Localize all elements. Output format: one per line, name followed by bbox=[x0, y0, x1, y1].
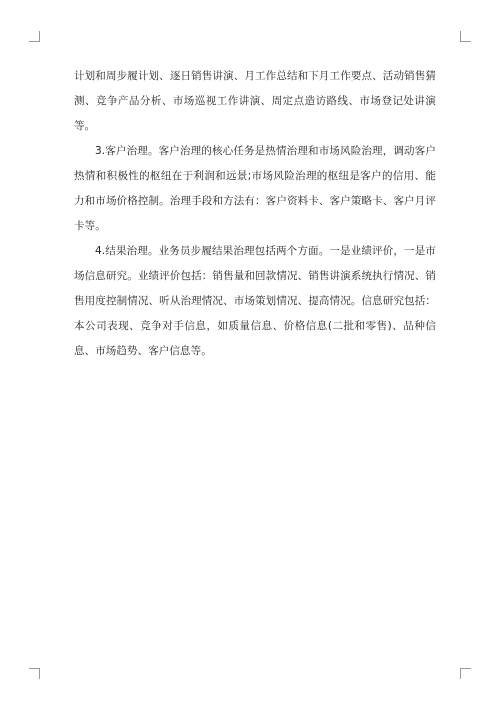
paragraph-continuation: 计划和周步履计划、逐日销售讲演、月工作总结和下月工作要点、活动销售猜测、竞争产品分析、市场巡视工作讲演、周定点造访路线、市场登记处讲演等。 bbox=[74, 70, 436, 132]
crop-mark-top-left bbox=[29, 31, 40, 42]
crop-mark-bottom-left bbox=[29, 668, 40, 679]
paragraph-result-management: 4.结果治理。业务员步履结果治理包括两个方面。一是业绩评价，一是市场信息研究。业绩评价包括：销售量和回款情况、销售讲演系统执行情况、销售用度控制情况、听从治理情况、市场策划情况、提高情况。信息研究包括：本公司表现、竞争对手信息，如质量信息、价格信息(二批和零售)、品种信息、市场趋势、客户信息等。 bbox=[74, 245, 436, 357]
paragraph-customer-management: 3.客户治理。客户治理的核心任务是热情治理和市场风险治理，调动客户热情和积极性的枢纽在于利润和远景;市场风险治理的枢纽是客户的信用、能力和市场价格控制。治理手段和方法有：客户资料卡、客户策略卡、客户月评卡等。 bbox=[74, 145, 436, 232]
page-body bbox=[74, 64, 436, 364]
crop-mark-bottom-right bbox=[460, 668, 471, 679]
crop-mark-top-right bbox=[460, 31, 471, 42]
